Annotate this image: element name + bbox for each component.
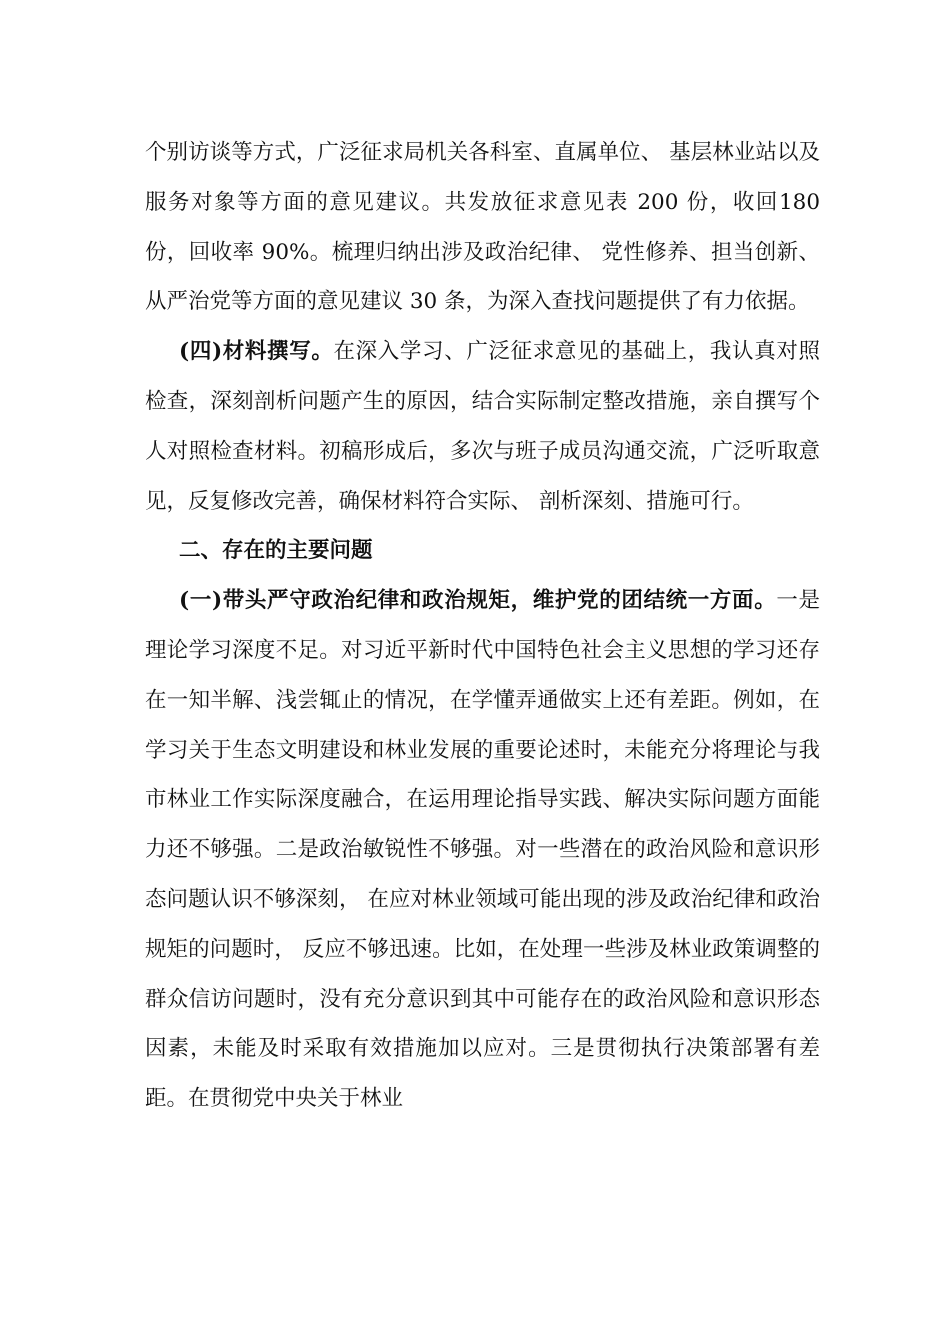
paragraph-lead-heading: (一)带头严守政治纪律和政治规矩，维护党的团结统一方面。 [179, 588, 777, 614]
paragraph-text: 个别访谈等方式，广泛征求局机关各科室、直属单位、 基层林业站以及服务对象等方面的意见建议。共发放征求意见表 200 份，收回180 份，回收率 90%。梳理归纳出涉及政治纪律、 党性修养、担当创新、从严治党等方面的意见建议 30 条，为深入查找问题提供了有力依据。 [145, 140, 820, 315]
paragraph-lead-heading: (四)材料撰写。 [179, 339, 334, 365]
paragraph-material-writing [145, 327, 820, 526]
paragraph-text: 在深入学习、广泛征求意见的基础上，我认真对照检查，深刻剖析问题产生的原因，结合实际制定整改措施，亲自撰写个人对照检查材料。初稿形成后，多次与班子成员沟通交流，广泛听取意见，反复修改完善，确保材料符合实际、 剖析深刻、措施可行。 [145, 339, 820, 514]
section-heading-main-problems: 二、存在的主要问题 [179, 538, 373, 564]
paragraph-continued-consultation [145, 128, 820, 327]
paragraph-text: 一是理论学习深度不足。对习近平新时代中国特色社会主义思想的学习还存在一知半解、浅尝辄止的情况，在学懂弄通做实上还有差距。例如，在学习关于生态文明建设和林业发展的重要论述时，未能充分将理论与我市林业工作实际深度融合，在运用理论指导实践、解决实际问题方面能力还不够强。二是政治敏锐性不够强。对一些潜在的政治风险和意识形态问题认识不够深刻， 在应对林业领域可能出现的涉及政治纪律和政治规矩的问题时， 反应不够迅速。比如，在处理一些涉及林业政策调整的群众信访问题时，没有充分意识到其中可能存在的政治风险和意识形态因素，未能及时采取有效措施加以应对。三是贯彻执行决策部署有差距。在贯彻党中央关于林业 [145, 588, 820, 1112]
paragraph-political-discipline [145, 576, 820, 1124]
